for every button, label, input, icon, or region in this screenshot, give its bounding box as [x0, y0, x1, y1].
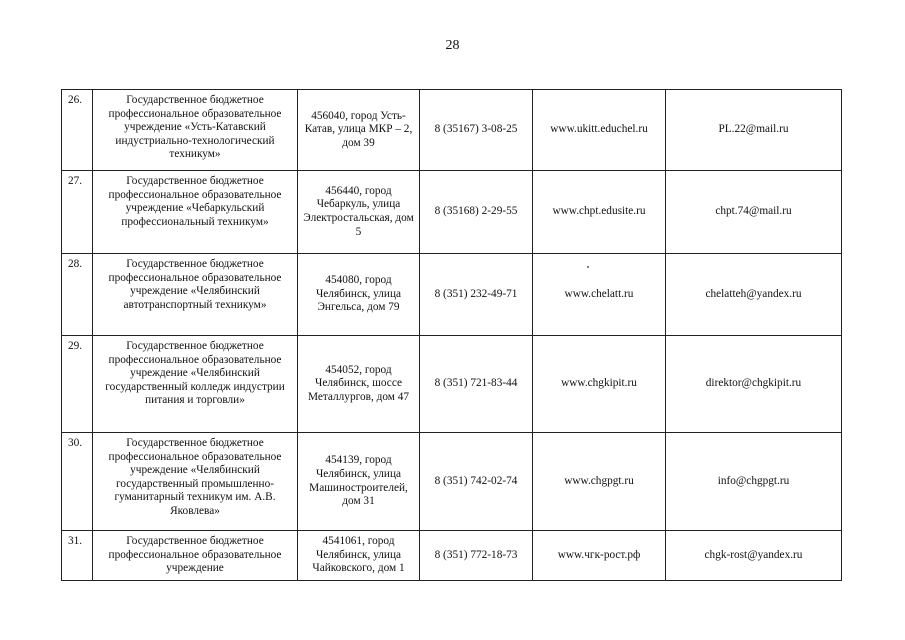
email: info@chgpgt.ru	[666, 433, 842, 531]
website: www.chpt.edusite.ru	[533, 171, 666, 254]
organization-name: Государственное бюджетное профессиональное образовательное учреждение «Усть-Катавский индустриально-технологический техникум»	[93, 90, 298, 171]
organization-name: Государственное бюджетное профессиональное образовательное учреждение «Чебаркульский профессиональный техникум»	[93, 171, 298, 254]
table-row	[62, 336, 842, 433]
table-row	[62, 433, 842, 531]
organization-name: Государственное бюджетное профессиональное образовательное учреждение «Челябинский государственный промышленно-гуманитарный техникум им. А.В. Яковлева»	[93, 433, 298, 531]
website: www.ukitt.educhel.ru	[533, 90, 666, 171]
address: 456440, город Чебаркуль, улица Электростальская, дом 5	[298, 171, 420, 254]
row-number: 31.	[62, 531, 93, 581]
table-row	[62, 90, 842, 171]
scan-speck	[587, 266, 589, 268]
phone: 8 (351) 721-83-44	[420, 336, 533, 433]
table-row	[62, 171, 842, 254]
website: www.chgpgt.ru	[533, 433, 666, 531]
row-number: 29.	[62, 336, 93, 433]
table-row	[62, 254, 842, 336]
address: 454139, город Челябинск, улица Машиностроителей, дом 31	[298, 433, 420, 531]
address: 454080, город Челябинск, улица Энгельса, дом 79	[298, 254, 420, 336]
email: PL.22@mail.ru	[666, 90, 842, 171]
organization-name: Государственное бюджетное профессиональное образовательное учреждение	[93, 531, 298, 581]
organization-name: Государственное бюджетное профессиональное образовательное учреждение «Челябинский автотранспортный техникум»	[93, 254, 298, 336]
row-number: 28.	[62, 254, 93, 336]
phone: 8 (351) 742-02-74	[420, 433, 533, 531]
website: www.чгк-рост.рф	[533, 531, 666, 581]
row-number: 30.	[62, 433, 93, 531]
table-row	[62, 531, 842, 581]
website: www.chgkipit.ru	[533, 336, 666, 433]
website: www.chelatt.ru	[533, 254, 666, 336]
address: 454052, город Челябинск, шоссе Металлургов, дом 47	[298, 336, 420, 433]
row-number: 26.	[62, 90, 93, 171]
row-number: 27.	[62, 171, 93, 254]
address: 4541061, город Челябинск, улица Чайковского, дом 1	[298, 531, 420, 581]
page-number: 28	[445, 38, 460, 53]
phone: 8 (351) 232-49-71	[420, 254, 533, 336]
email: chelatteh@yandex.ru	[666, 254, 842, 336]
phone: 8 (35167) 3-08-25	[420, 90, 533, 171]
email: direktor@chgkipit.ru	[666, 336, 842, 433]
email: chpt.74@mail.ru	[666, 171, 842, 254]
phone: 8 (351) 772-18-73	[420, 531, 533, 581]
phone: 8 (35168) 2-29-55	[420, 171, 533, 254]
organization-name: Государственное бюджетное профессиональное образовательное учреждение «Челябинский государственный колледж индустрии питания и торговли»	[93, 336, 298, 433]
email: chgk-rost@yandex.ru	[666, 531, 842, 581]
institutions-table	[61, 89, 842, 581]
address: 456040, город Усть-Катав, улица МКР – 2, дом 39	[298, 90, 420, 171]
